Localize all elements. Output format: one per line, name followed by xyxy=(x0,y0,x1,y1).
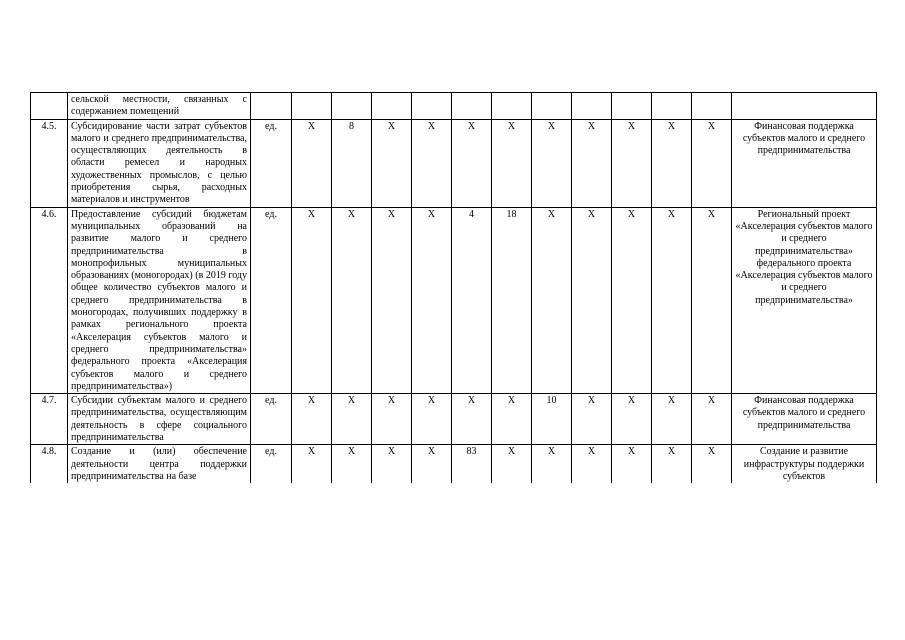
value-cell: X xyxy=(612,394,652,445)
source-cell xyxy=(732,93,877,120)
table-row xyxy=(31,207,877,393)
value-cell xyxy=(292,93,332,120)
value-cell xyxy=(332,93,372,120)
value-cell: X xyxy=(572,119,612,207)
table-row xyxy=(31,119,877,207)
value-cell: X xyxy=(292,394,332,445)
value-cell: 8 xyxy=(332,119,372,207)
indicators-table xyxy=(30,92,877,483)
unit-cell: ед. xyxy=(251,207,292,393)
value-cell: X xyxy=(372,394,412,445)
value-cell: X xyxy=(652,394,692,445)
value-cell: X xyxy=(652,207,692,393)
value-cell: 83 xyxy=(452,445,492,483)
row-number: 4.8. xyxy=(31,445,68,483)
value-cell: X xyxy=(572,207,612,393)
value-cell: X xyxy=(692,445,732,483)
value-cell xyxy=(532,93,572,120)
value-cell: X xyxy=(532,207,572,393)
value-cell: X xyxy=(612,207,652,393)
indicator-name: Создание и (или) обеспечение деятельности центра поддержки предпринимательства на базе xyxy=(68,445,251,483)
value-cell xyxy=(452,93,492,120)
table-row xyxy=(31,93,877,120)
value-cell xyxy=(692,93,732,120)
unit-cell xyxy=(251,93,292,120)
value-cell: X xyxy=(572,394,612,445)
value-cell: X xyxy=(492,445,532,483)
unit-cell: ед. xyxy=(251,119,292,207)
indicator-name: сельской местности, связанных с содержанием помещений xyxy=(68,93,251,120)
source-cell: Создание и развитие инфраструктуры поддержки субъектов xyxy=(732,445,877,483)
value-cell xyxy=(372,93,412,120)
value-cell: X xyxy=(292,445,332,483)
value-cell: X xyxy=(372,207,412,393)
table-row xyxy=(31,445,877,483)
value-cell: X xyxy=(612,445,652,483)
value-cell: X xyxy=(332,445,372,483)
value-cell: 18 xyxy=(492,207,532,393)
value-cell: X xyxy=(452,119,492,207)
value-cell: X xyxy=(532,119,572,207)
value-cell xyxy=(572,93,612,120)
value-cell: X xyxy=(492,394,532,445)
indicator-name: Субсидии субъектам малого и среднего предпринимательства, осуществляющим деятельность в сфере социального предпринимательства xyxy=(68,394,251,445)
row-number: 4.6. xyxy=(31,207,68,393)
value-cell: X xyxy=(412,394,452,445)
value-cell xyxy=(492,93,532,120)
value-cell: X xyxy=(292,207,332,393)
value-cell xyxy=(652,93,692,120)
indicator-name: Предоставление субсидий бюджетам муниципальных образований на развитие малого и среднего предпринимательства в монопрофильных муниципальных образованиях (моногородах) (в 2019 году общее количество субъектов малого и среднего предпринимательства в моногородах, получивших поддержку в рамках регионального проекта «Акселерация субъектов малого и среднего предпринимательства» федерального проекта «Акселерация субъектов малого и среднего предпринимательства») xyxy=(68,207,251,393)
source-cell: Финансовая поддержка субъектов малого и среднего предпринимательства xyxy=(732,394,877,445)
value-cell: X xyxy=(332,207,372,393)
value-cell xyxy=(612,93,652,120)
value-cell: X xyxy=(612,119,652,207)
table-row xyxy=(31,394,877,445)
unit-cell: ед. xyxy=(251,445,292,483)
unit-cell: ед. xyxy=(251,394,292,445)
value-cell: X xyxy=(372,119,412,207)
value-cell: X xyxy=(332,394,372,445)
value-cell: X xyxy=(452,394,492,445)
value-cell: X xyxy=(412,207,452,393)
value-cell: X xyxy=(492,119,532,207)
value-cell: X xyxy=(652,119,692,207)
table-body xyxy=(31,93,877,484)
indicator-name: Субсидирование части затрат субъектов малого и среднего предпринимательства, осуществляющих деятельность в области ремесел и народных художественных промыслов, с целью приобретения сырья, расходных материалов и инструментов xyxy=(68,119,251,207)
row-number: 4.5. xyxy=(31,119,68,207)
value-cell: X xyxy=(292,119,332,207)
value-cell: X xyxy=(652,445,692,483)
row-number: 4.7. xyxy=(31,394,68,445)
value-cell: X xyxy=(532,445,572,483)
value-cell: X xyxy=(572,445,612,483)
value-cell: X xyxy=(372,445,412,483)
value-cell: X xyxy=(692,119,732,207)
value-cell: X xyxy=(692,207,732,393)
value-cell: X xyxy=(412,119,452,207)
row-number xyxy=(31,93,68,120)
value-cell xyxy=(412,93,452,120)
source-cell: Финансовая поддержка субъектов малого и среднего предпринимательства xyxy=(732,119,877,207)
source-cell: Региональный проект «Акселерация субъектов малого и среднего предпринимательства» федерального проекта «Акселерация субъектов малого и среднего предпринимательства» xyxy=(732,207,877,393)
value-cell: 10 xyxy=(532,394,572,445)
value-cell: X xyxy=(412,445,452,483)
value-cell: X xyxy=(692,394,732,445)
value-cell: 4 xyxy=(452,207,492,393)
